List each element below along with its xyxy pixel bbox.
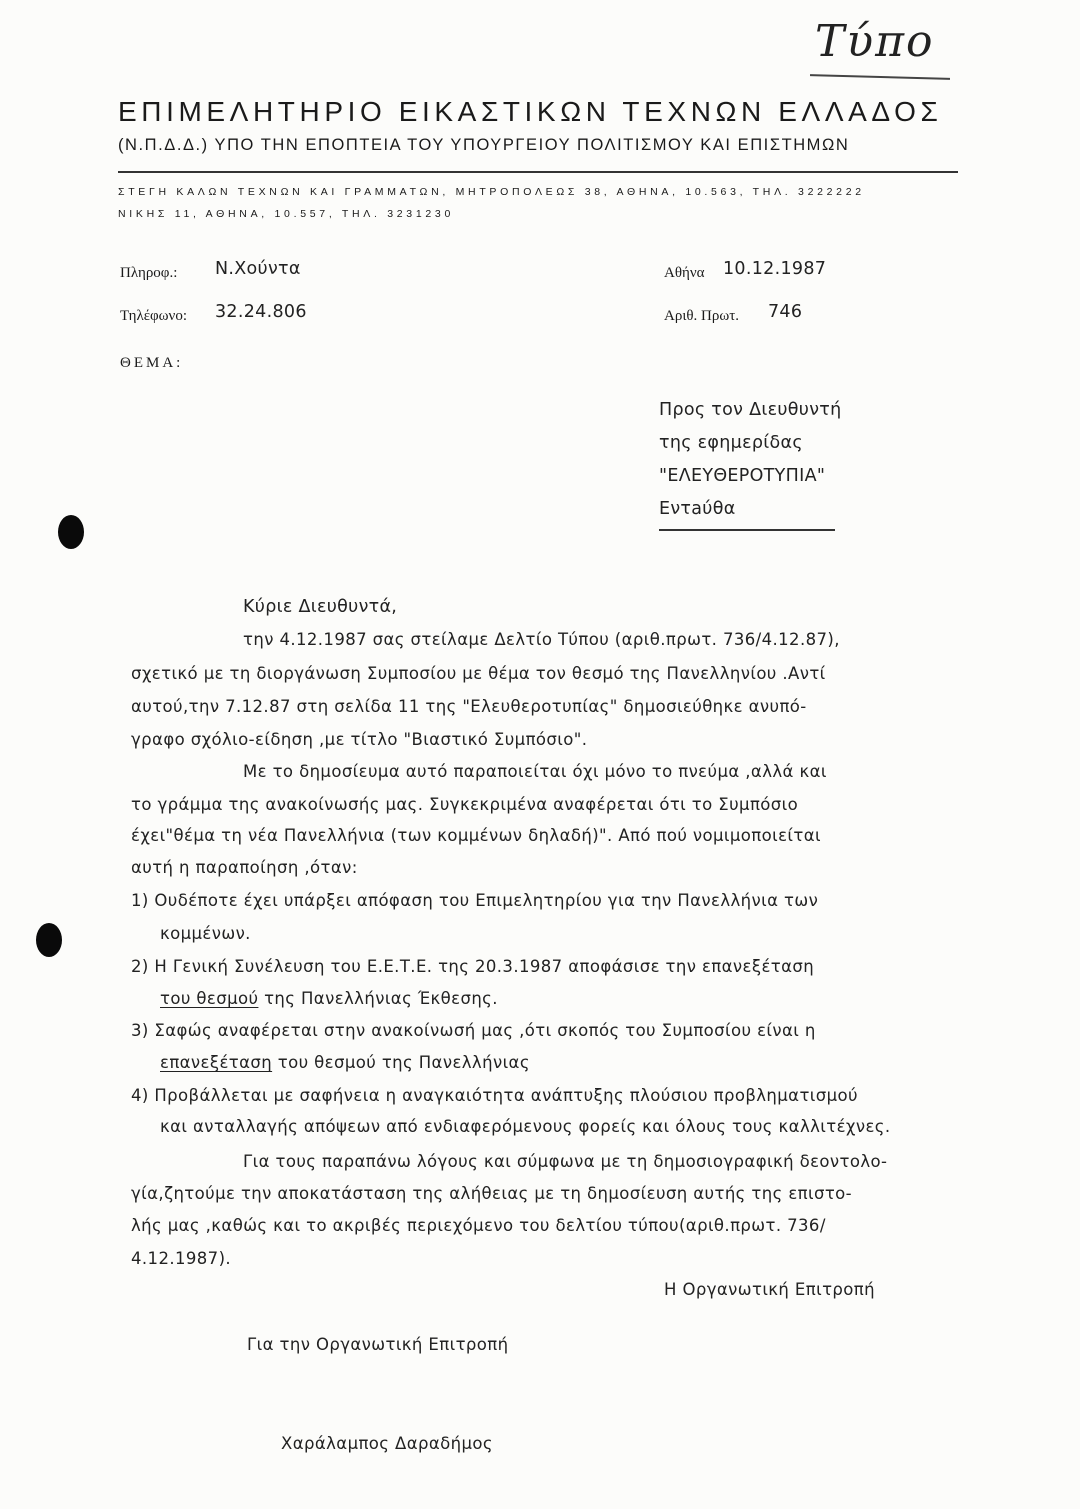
list-item: 1) Ουδέποτε έχει υπάρξει απόφαση του Επιμελητηρίου για την Πανελλήνια των xyxy=(131,891,819,910)
list-item: και ανταλλαγής απόψεων από ενδιαφερόμενους φορείς και όλους τους καλλιτέχνες. xyxy=(160,1117,891,1136)
place-label: Αθήνα xyxy=(664,265,705,281)
punch-hole xyxy=(36,923,62,957)
info-value: Ν.Χούντα xyxy=(215,259,301,279)
phone-value: 32.24.806 xyxy=(215,302,307,322)
signature-committee: Η Οργανωτική Επιτροπή xyxy=(664,1280,875,1299)
recipient-line: Εντaύθα xyxy=(659,499,736,519)
list-item: 4) Προβάλλεται με σαφήνεια η αναγκαιότητα ανάπτυξης πλούσιου προβληματισμού xyxy=(131,1086,858,1105)
underlined-text: επανεξέταση xyxy=(160,1053,273,1072)
body-line: Με το δημοσίευμα αυτό παραποιείται όχι μόνο το πνεύμα ,αλλά και xyxy=(243,762,827,781)
recipient-underline xyxy=(659,529,835,531)
list-item xyxy=(160,1053,530,1072)
list-item: 2) Η Γενική Συνέλευση του Ε.Ε.Τ.Ε. της 20.3.1987 αποφάσισε την επανεξέταση xyxy=(131,957,815,976)
list-item: 3) Σαφώς αναφέρεται στην ανακοίνωσή μας ,ότι σκοπός του Συμποσίου είναι η xyxy=(131,1021,816,1040)
signature-name: Χαράλαμπος Δαραδήμος xyxy=(281,1434,493,1453)
list-item: κομμένων. xyxy=(160,924,251,943)
letterhead-divider xyxy=(118,171,958,173)
info-label: Πληροφ.: xyxy=(120,265,178,281)
handwritten-note: Τύπο xyxy=(815,16,935,67)
punch-hole xyxy=(58,515,84,549)
body-line: λής μας ,καθώς και το ακριβές περιεχόμενο του δελτίου τύπου(αριθ.πρωτ. 736/ xyxy=(131,1216,826,1235)
protocol-value: 746 xyxy=(768,302,803,322)
body-line: γία,ζητούμε την αποκατάσταση της αλήθειας με τη δημοσίευση αυτής της επιστο- xyxy=(131,1184,853,1203)
phone-label: Τηλέφωνο: xyxy=(120,308,188,324)
underlined-text: του θεσμού xyxy=(160,989,259,1008)
address-line-1: ΣΤΕΓΗ ΚΑΛΩΝ ΤΕΧΝΩΝ ΚΑΙ ΓΡΑΜΜΑΤΩΝ, ΜΗΤΡΟΠΟΛΕΩΣ 38, ΑΘΗΝΑ, 10.563, ΤΗΛ. 3222222 xyxy=(118,186,865,198)
body-line: αυτή η παραποίηση ,όταν: xyxy=(131,858,358,877)
organization-subtitle: (Ν.Π.Δ.Δ.) ΥΠΟ ΤΗΝ ΕΠΟΠΤΕΙΑ ΤΟΥ ΥΠΟΥΡΓΕΙΟΥ ΠΟΛΙΤΙΣΜΟΥ ΚΑΙ ΕΠΙΣΤΗΜΩΝ xyxy=(118,136,850,154)
body-line: την 4.12.1987 σας στείλαμε Δελτίο Τύπου (αριθ.πρωτ. 736/4.12.87), xyxy=(243,630,840,649)
salutation: Κύριε Διευθυντά, xyxy=(243,597,398,617)
body-line: αυτού,την 7.12.87 στη σελίδα 11 της "Ελευθεροτυπίας" δημοσιεύθηκε ανυπό- xyxy=(131,697,807,716)
handwritten-underline xyxy=(810,74,950,80)
list-item xyxy=(160,989,498,1008)
recipient-line: Προς τον Διευθυντή xyxy=(659,400,842,420)
date-value: 10.12.1987 xyxy=(723,259,827,279)
signature-for-committee: Για την Οργανωτική Επιτροπή xyxy=(247,1335,509,1354)
recipient-line: της εφημερίδας xyxy=(659,433,803,453)
recipient-line: "ΕΛΕΥΘΕΡΟΤΥΠΙΑ" xyxy=(659,466,826,486)
subject-label: ΘΕΜΑ: xyxy=(120,355,184,371)
body-line: Για τους παραπάνω λόγους και σύμφωνα με τη δημοσιογραφική δεοντολο- xyxy=(243,1152,888,1171)
body-line: 4.12.1987). xyxy=(131,1249,232,1268)
body-line: έχει"θέμα τη νέα Πανελλήνια (των κομμένων δηλαδή)". Από πού νομιμοποιείται xyxy=(131,826,822,845)
list-item-text: του θεσμού της Πανελλήνιας xyxy=(272,1053,530,1072)
organization-title: ΕΠΙΜΕΛΗΤΗΡΙΟ ΕΙΚΑΣΤΙΚΩΝ ΤΕΧΝΩΝ ΕΛΛΑΔΟΣ xyxy=(118,96,943,127)
body-line: το γράμμα της ανακοίνωσής μας. Συγκεκριμένα αναφέρεται ότι το Συμπόσιο xyxy=(131,795,799,814)
address-line-2: ΝΙΚΗΣ 11, ΑΘΗΝΑ, 10.557, ΤΗΛ. 3231230 xyxy=(118,208,454,220)
protocol-label: Αριθ. Πρωτ. xyxy=(664,308,740,324)
list-item-text: της Πανελλήνιας Έκθεσης. xyxy=(258,989,498,1008)
body-line: σχετικό με τη διοργάνωση Συμποσίου με θέμα τον θεσμό της Πανελληνίου .Αντί xyxy=(131,664,826,683)
body-line: γραφο σχόλιο-είδηση ,με τίτλο "Βιαστικό Συμπόσιο". xyxy=(131,730,588,749)
